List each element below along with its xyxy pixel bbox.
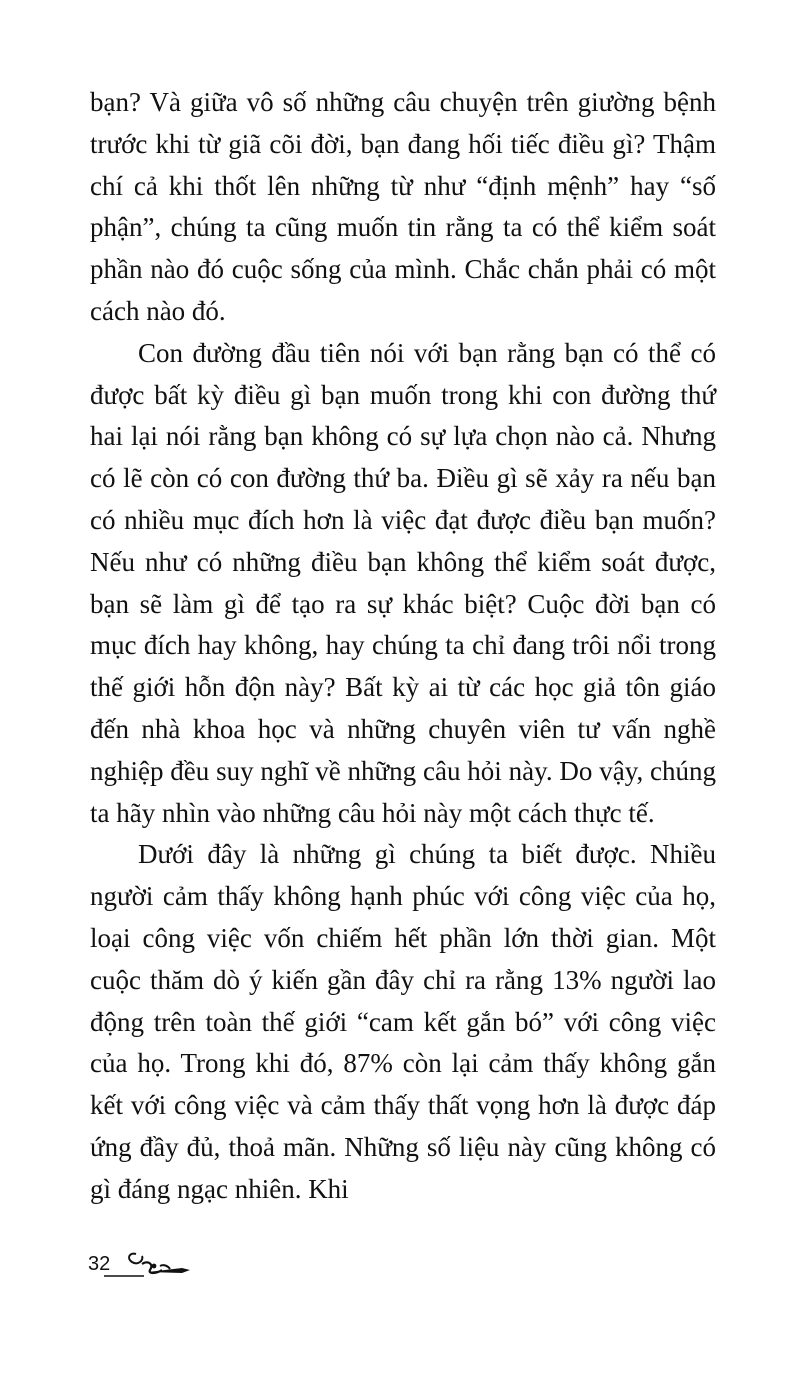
paragraph-survey: Dưới đây là những gì chúng ta biết được. Nhiều người cảm thấy không hạnh phúc với công việc của họ, loại công việc vốn chiếm hết phần lớn thời gian. Một cuộc thăm dò ý kiến gần đây chỉ ra rằng 13% người lao động trên toàn thế giới “cam kết gắn bó” với công việc của họ. Trong khi đó, 87% còn lại cảm thấy không gắn kết với công việc và cảm thấy thất vọng hơn là được đáp ứng đầy đủ, thoả mãn. Những số liệu này cũng không có gì đáng ngạc nhiên. Khi (90, 839, 716, 1204)
pen-flourish-icon (104, 1244, 194, 1280)
page-footer (88, 1240, 194, 1280)
book-page-body (90, 82, 716, 1211)
paragraph-continuation: bạn? Và giữa vô số những câu chuyện trên giường bệnh trước khi từ giã cõi đời, bạn đang hối tiếc điều gì? Thậm chí cả khi thốt lên những từ như “định mệnh” hay “số phận”, chúng ta cũng muốn tin rằng ta có thể kiểm soát phần nào đó cuộc sống của mình. Chắc chắn phải có một cách nào đó. (90, 87, 716, 326)
paragraph-third-path: Con đường đầu tiên nói với bạn rằng bạn có thể có được bất kỳ điều gì bạn muốn trong khi con đường thứ hai lại nói rằng bạn không có sự lựa chọn nào cả. Nhưng có lẽ còn có con đường thứ ba. Điều gì sẽ xảy ra nếu bạn có nhiều mục đích hơn là việc đạt được điều bạn muốn? Nếu như có những điều bạn không thể kiểm soát được, bạn sẽ làm gì để tạo ra sự khác biệt? Cuộc đời bạn có mục đích hay không, hay chúng ta chỉ đang trôi nổi trong thế giới hỗn độn này? Bất kỳ ai từ các học giả tôn giáo đến nhà khoa học và những chuyên viên tư vấn nghề nghiệp đều suy nghĩ về những câu hỏi này. Do vậy, chúng ta hãy nhìn vào những câu hỏi này một cách thực tế. (90, 337, 716, 828)
page-number: 32 (88, 1253, 111, 1275)
